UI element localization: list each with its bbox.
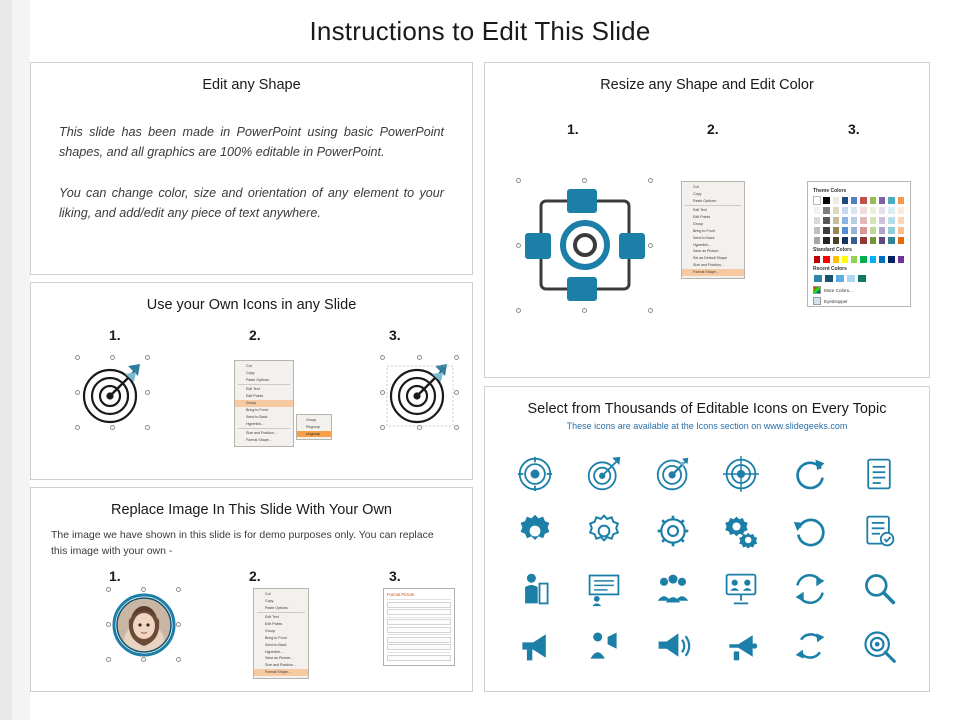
resize-handle-w[interactable] xyxy=(516,243,521,248)
panel-edit-shape-title: Edit any Shape xyxy=(202,77,301,93)
context-menu-item-hyperlink[interactable]: Hyperlink... xyxy=(693,242,711,247)
context-menu-separator xyxy=(238,384,290,385)
checklist-document-icon[interactable] xyxy=(861,513,897,549)
resize-handle-sw[interactable] xyxy=(516,308,521,313)
panel-own-icons-title: Use your Own Icons in any Slide xyxy=(146,297,357,313)
step-number-1: 1. xyxy=(109,327,121,343)
context-menu-item-bring-to-front[interactable]: Bring to Front xyxy=(265,635,287,640)
person-speaking-icon[interactable] xyxy=(586,628,622,664)
context-menu-item-send-to-back[interactable]: Send to Back xyxy=(246,414,268,419)
sync-arrows-icon[interactable] xyxy=(792,571,828,607)
resize-handle-e[interactable] xyxy=(176,622,181,627)
theme-colors-row-2[interactable] xyxy=(813,206,905,215)
recent-colors-row[interactable] xyxy=(813,274,905,283)
context-menu-item-size-and-position[interactable]: Size and Position... xyxy=(265,663,296,668)
panel-replace-image-title: Replace Image In This Slide With Your Own xyxy=(110,502,392,518)
palette-icon xyxy=(813,286,821,294)
resize-handle-ne[interactable] xyxy=(176,587,181,592)
context-menu-item-group[interactable]: Group xyxy=(265,629,275,634)
portrait-photo-icon xyxy=(109,590,179,660)
context-menu-item-cut[interactable]: Cut xyxy=(265,592,271,596)
context-menu-item-group[interactable]: Group xyxy=(693,222,703,227)
context-menu-item-group[interactable]: Group xyxy=(235,400,293,407)
context-menu-item-edit-text[interactable]: Edit Text xyxy=(693,208,707,213)
step-number-2: 2. xyxy=(249,567,261,584)
more-colors-label: More Colors... xyxy=(824,287,853,293)
dialog-field[interactable] xyxy=(387,644,451,650)
theme-colors-row-3[interactable] xyxy=(813,216,905,225)
dialog-field[interactable] xyxy=(387,609,451,615)
resize-handle-se[interactable] xyxy=(454,425,459,430)
gears-double-icon[interactable] xyxy=(723,513,759,549)
panel-edit-shape-paragraph-2: You can change color, size and orientation of any element to your liking, and add/edit any piece of text anywhere. xyxy=(59,186,444,220)
document-list-icon[interactable] xyxy=(861,456,897,492)
context-menu-item-format-shape[interactable]: Format Shape... xyxy=(682,269,744,276)
context-menu-item-save-as-picture[interactable]: Save as Picture... xyxy=(693,249,722,254)
more-colors-option[interactable] xyxy=(813,286,905,294)
own-icons-step3-ungrouped-icon xyxy=(383,358,457,428)
context-menu-item-hyperlink[interactable]: Hyperlink... xyxy=(246,421,264,426)
loudspeaker-icon[interactable] xyxy=(655,628,691,664)
context-menu-item-copy[interactable]: Copy xyxy=(693,191,702,196)
resize-handle-sw[interactable] xyxy=(380,425,385,430)
dialog-field[interactable] xyxy=(387,627,451,633)
context-menu-item-size-and-position[interactable]: Size and Position... xyxy=(246,431,277,436)
context-menu-item-format-shape[interactable]: Format Shape... xyxy=(254,669,308,676)
resize-handle-s[interactable] xyxy=(582,308,587,313)
context-menu-item-send-to-back[interactable]: Send to Back xyxy=(265,642,287,647)
own-icons-step1-selected-icon xyxy=(78,358,148,428)
format-picture-dialog-title: Format Picture xyxy=(387,592,415,597)
theme-colors-row-4[interactable] xyxy=(813,226,905,235)
resize-handle-n[interactable] xyxy=(582,178,587,183)
resize-handle-ne[interactable] xyxy=(648,178,653,183)
target-arrow-icon xyxy=(78,358,148,428)
magnifier-icon[interactable] xyxy=(861,571,897,607)
panel-icon-library-subtitle-prefix: These icons are available at the Icons section on www. xyxy=(566,421,786,431)
dialog-field[interactable] xyxy=(387,637,451,643)
standard-colors-row[interactable] xyxy=(813,255,905,264)
context-menu-item-edit-points[interactable]: Edit Points xyxy=(265,622,283,627)
panel-edit-shape-paragraph-1: This slide has been made in PowerPoint using basic PowerPoint shapes, and all graphics are 100% editable in PowerPoint. xyxy=(59,125,444,159)
context-menu-item-copy[interactable]: Copy xyxy=(265,598,274,603)
resize-handle-s[interactable] xyxy=(110,425,115,430)
dialog-field[interactable] xyxy=(387,619,451,625)
step-number-3: 3. xyxy=(389,567,401,584)
target-search-icon[interactable] xyxy=(861,628,897,664)
context-menu-item-edit-text[interactable]: Edit Text xyxy=(265,615,279,620)
resize-handle-w[interactable] xyxy=(75,390,80,395)
step-number-1: 1. xyxy=(109,567,121,584)
resize-handle-sw[interactable] xyxy=(75,425,80,430)
step-number-2: 2. xyxy=(707,121,719,137)
context-menu-item-hyperlink[interactable]: Hyperlink... xyxy=(265,649,283,654)
recent-colors-label: Recent Colors xyxy=(813,266,847,272)
resize-handle-nw[interactable] xyxy=(75,355,80,360)
context-menu-item-size-and-position[interactable]: Size and Position... xyxy=(693,263,724,268)
eyedropper-option[interactable] xyxy=(813,297,905,305)
panel-resize-shape-step-numbers xyxy=(485,121,929,149)
context-menu-item-cut[interactable]: Cut xyxy=(246,364,252,368)
resize-handle-w[interactable] xyxy=(106,622,111,627)
context-menu-separator-2 xyxy=(238,428,290,429)
context-menu-separator xyxy=(685,205,741,206)
theme-colors-label: Theme Colors xyxy=(813,188,847,194)
context-menu[interactable] xyxy=(234,360,294,447)
refresh-arrow-icon[interactable] xyxy=(792,456,828,492)
resize-handle-se[interactable] xyxy=(648,308,653,313)
dialog-field[interactable] xyxy=(387,655,451,661)
panel-icon-library-title: Select from Thousands of Editable Icons on Every Topic xyxy=(527,401,887,417)
resize-handle-e[interactable] xyxy=(648,243,653,248)
recycle-arrows-icon[interactable] xyxy=(792,628,828,664)
panel-resize-shape xyxy=(484,62,930,378)
step-number-3: 3. xyxy=(848,121,860,137)
megaphone-icon[interactable] xyxy=(517,628,553,664)
panel-own-icons xyxy=(30,282,473,480)
resize-handle-se[interactable] xyxy=(145,425,150,430)
target-arrow-ungrouped-icon xyxy=(383,358,457,428)
resize-handle-ne[interactable] xyxy=(454,355,459,360)
context-menu-item-edit-points[interactable]: Edit Points xyxy=(693,215,711,220)
gear-outline-icon[interactable] xyxy=(586,513,622,549)
theme-colors-row-5[interactable] xyxy=(813,236,905,245)
person-podium-icon[interactable] xyxy=(517,571,553,607)
panel-icon-library-subtitle-site: slidegeeks.com xyxy=(785,421,848,431)
standard-colors-label: Standard Colors xyxy=(813,247,852,253)
crosshair-icon[interactable] xyxy=(723,456,759,492)
resize-handle-s[interactable] xyxy=(417,425,422,430)
resize-handle-w[interactable] xyxy=(380,390,385,395)
format-picture-dialog[interactable] xyxy=(383,588,455,666)
context-menu-image[interactable] xyxy=(253,588,309,679)
target-dart-icon[interactable] xyxy=(655,456,691,492)
context-menu-item-send-to-back[interactable]: Send to Back xyxy=(693,235,715,240)
resize-handle-nw[interactable] xyxy=(516,178,521,183)
editable-shape-icon xyxy=(519,181,651,311)
page-title: Instructions to Edit This Slide xyxy=(309,16,651,46)
context-menu-item-paste-options[interactable]: Paste Options: xyxy=(246,377,270,382)
context-menu-item-edit-text[interactable]: Edit Text xyxy=(246,387,260,392)
group-people-icon[interactable] xyxy=(655,571,691,607)
refresh-cycle-icon[interactable] xyxy=(792,513,828,549)
step-number-2: 2. xyxy=(249,327,261,343)
context-menu-item-edit-points[interactable]: Edit Points xyxy=(246,394,264,399)
color-picker-panel[interactable] xyxy=(807,181,911,307)
theme-colors-row-1[interactable] xyxy=(813,196,905,205)
eyedropper-label: Eyedropper xyxy=(824,298,848,304)
resize-handle-n[interactable] xyxy=(141,587,146,592)
resize-handle-nw[interactable] xyxy=(380,355,385,360)
target-arrow-icon[interactable] xyxy=(586,456,622,492)
panel-own-icons-step-numbers xyxy=(31,327,472,355)
step-number-3: 3. xyxy=(389,327,401,343)
eyedropper-icon xyxy=(813,297,821,305)
context-menu-item-cut[interactable]: Cut xyxy=(693,185,699,189)
resize-handle-e[interactable] xyxy=(454,390,459,395)
resize-handle-sw[interactable] xyxy=(106,657,111,662)
resize-handle-n[interactable] xyxy=(417,355,422,360)
context-menu-item-paste-options[interactable]: Paste Options: xyxy=(265,605,289,610)
context-menu-item-paste-options[interactable]: Paste Options: xyxy=(693,198,717,203)
submenu-item-regroup[interactable]: Regroup xyxy=(306,424,320,429)
context-menu-item-set-as-default-shape[interactable]: Set as Default Shape xyxy=(693,256,727,261)
context-menu-item-copy[interactable]: Copy xyxy=(246,370,255,375)
panel-resize-shape-title: Resize any Shape and Edit Color xyxy=(600,77,814,93)
resize-handle-e[interactable] xyxy=(145,390,150,395)
target-circle-icon[interactable] xyxy=(517,456,553,492)
panel-replace-image-subtitle: The image we have shown in this slide is for demo purposes only. You can replace this image with your own - xyxy=(51,529,434,557)
gear-cog-icon[interactable] xyxy=(655,513,691,549)
left-decoration-bar xyxy=(0,0,12,720)
context-menu-item-bring-to-front[interactable]: Bring to Front xyxy=(246,407,268,412)
team-board-icon[interactable] xyxy=(723,571,759,607)
context-submenu-group[interactable] xyxy=(296,414,332,440)
resize-handle-se[interactable] xyxy=(176,657,181,662)
resize-handle-n[interactable] xyxy=(110,355,115,360)
step-number-1: 1. xyxy=(567,121,579,137)
panel-icon-library-subtitle xyxy=(485,421,929,431)
panel-edit-shape xyxy=(30,62,473,275)
resize-shape-step1-shape xyxy=(519,181,651,311)
context-menu-shape[interactable] xyxy=(681,181,745,279)
submenu-item-group[interactable]: Group xyxy=(306,418,316,422)
gear-solid-icon[interactable] xyxy=(517,513,553,549)
left-decoration-bar-accent xyxy=(12,0,30,720)
dialog-field[interactable] xyxy=(387,602,451,608)
resize-handle-nw[interactable] xyxy=(106,587,111,592)
panel-icon-library xyxy=(484,386,930,692)
context-menu-item-format-shape[interactable]: Format Shape... xyxy=(246,438,272,443)
resize-handle-ne[interactable] xyxy=(145,355,150,360)
bullhorn-icon[interactable] xyxy=(723,628,759,664)
resize-handle-s[interactable] xyxy=(141,657,146,662)
presentation-person-icon[interactable] xyxy=(586,571,622,607)
context-menu-item-bring-to-front[interactable]: Bring to Front xyxy=(693,228,715,233)
context-menu-item-save-as-picture[interactable]: Save as Picture... xyxy=(265,656,294,661)
icon-library-grid xyxy=(501,445,913,675)
panel-replace-image xyxy=(30,487,473,692)
submenu-item-ungroup[interactable]: Ungroup xyxy=(297,431,331,438)
context-menu-separator xyxy=(257,612,305,613)
replace-image-step1-photo xyxy=(109,590,179,660)
